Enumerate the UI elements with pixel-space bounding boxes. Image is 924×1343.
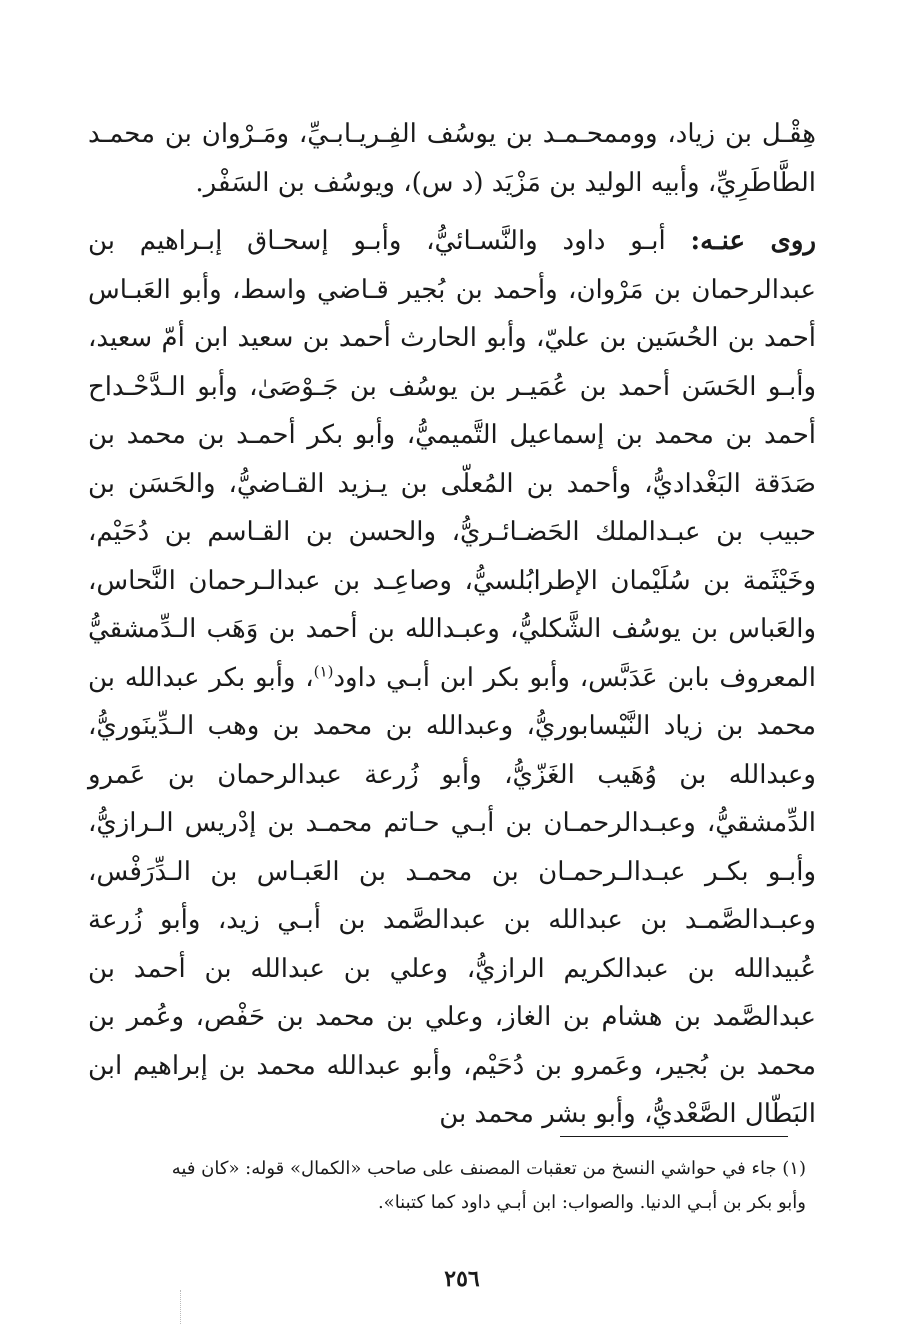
footnote-divider <box>560 1136 788 1137</box>
scan-artifact-mark <box>180 1290 181 1324</box>
paragraph-narrators <box>88 217 816 1139</box>
main-text-block <box>88 110 816 1139</box>
footnote-reference: (١) <box>313 661 334 680</box>
footnote-line-1: (١) جاء في حواشي النسخ من تعقبات المصنف على صاحب «الكمال» قوله: «كان فيه <box>171 1158 806 1179</box>
footnote-block <box>88 1152 806 1220</box>
paragraph-2-text-part-a: أبـو داود والنَّسـائيُّ، وأبـو إسحـاق إبـراهيم بن عبدالرحمان بن مَرْوان، وأحمد بن بُجير قـاضي واسط، وأبو العَبـاس أحمد بن الحُسَين بن عليّ، وأبو الحارث أحمد بن سعيد ابن أمّ سعيد، وأبـو الحَسَن أحمد بن عُمَيـر بن يوسُف بن جَـوْصَىٰ، وأبو الـدَّحْـداح أحمد بن محمد بن إسماعيل التَّميميُّ، وأبو بكر أحمـد بن محمد بن صَدَقة البَغْداديُّ، وأحمد بن المُعلّى بن يـزيد القـاضيُّ، والحَسَن بن حبيب بن عبـدالملك الحَضـائـريُّ، والحسن بن القـاسم بن دُحَيْم، وخَيْثَمة بن سُلَيْمان الإطرابُلسيُّ، وصاعِـد بن عبدالـرحمان النَّحاس، والعَباس بن يوسُف الشَّكليُّ، وعبـدالله بن أحمد بن وَهَب الـدِّمشقيُّ المعروف بابن عَدَبَّس، وأبو بكر ابن أبـي داود <box>88 226 816 693</box>
paragraph-continuation <box>88 110 816 207</box>
paragraph-2-text-part-b: ، وأبو بكر عبدالله بن محمد بن زياد النَّيْسابوريُّ، وعبدالله بن محمد بن وهب الـدِّينَوريُّ، وعبدالله بن وُهَيب الغَزّيُّ، وأبو زُرعة عبدالرحمان بن عَمرو الدِّمشقيُّ، وعبـدالرحمـان بن أبـي حـاتم محمـد بن إدْريس الـرازيُّ، وأبـو بكـر عبـدالـرحمـان بن محمـد بن العَبـاس بن الـدِّرَفْس، وعبـدالصَّمـد بن عبدالله بن عبدالصَّمد بن أبـي زيد، وأبو زُرعة عُبيدالله بن عبدالكريم الرازيُّ، وعلي بن عبدالله بن أحمد بن عبدالصَّمد بن هشام بن الغاز، وعلي بن محمد بن حَفْص، وعُمر بن محمد بن بُجير، وعَمرو بن دُحَيْم، وأبو عبدالله محمد بن إبراهيم ابن البَطّال الصَّعْديُّ، وأبو بشر محمد بن <box>88 662 816 1129</box>
paragraph-1-text: هِقْـل بن زياد، ووممحـمـد بن يوسُف الفِـريـابـيِّ، ومَـرْوان بن محمـد الطَّاطَرِيِّ، وأبيه الوليد بن مَزْيَد (د س)، ويوسُف بن السَفْر. <box>88 119 816 198</box>
footnote-line-2: وأبو بكر بن أبـي الدنيا. والصواب: ابن أبـي داود كما كتبنا». <box>377 1192 806 1213</box>
paragraph-lead-heading: روى عنـه: <box>690 226 816 256</box>
page-number: ٢٥٦ <box>444 1266 480 1292</box>
